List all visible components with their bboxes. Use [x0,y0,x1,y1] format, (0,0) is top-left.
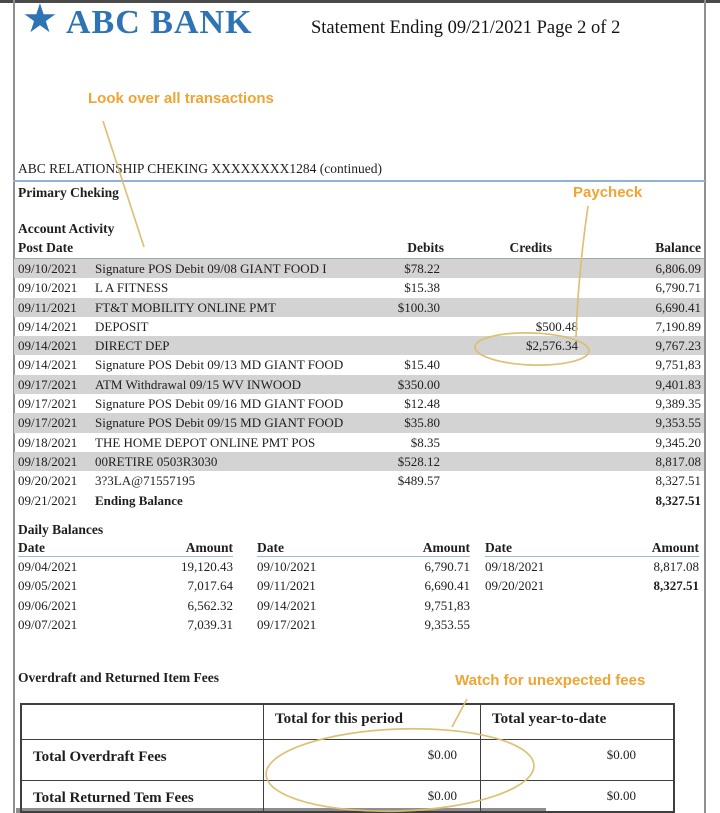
transaction-row [14,336,704,355]
daily-balance-amount: 8,327.51 [653,578,699,594]
transaction-balance: 9,353.55 [655,415,701,431]
daily-balance-row [18,557,233,576]
daily-balance-amount: 7,039.31 [187,616,233,632]
transaction-description: Signature POS Debit 09/15 MD GIANT FOOD [95,415,344,431]
daily-balance-row [18,615,233,634]
daily-balance-row [257,596,470,615]
daily-balance-date-label: Date [485,540,512,555]
daily-balance-amount: 6,562.32 [187,597,233,613]
daily-balance-row [257,557,470,576]
transaction-debit: $35.80 [404,415,440,431]
transaction-date: 09/18/2021 [18,453,78,469]
daily-balance-amount-label: Amount [422,540,470,555]
transaction-description: Signature POS Debit 09/08 GIANT FOOD I [95,261,327,276]
daily-balance-date-label: Date [257,540,284,555]
transaction-credit: $2,576.34 [526,338,578,354]
daily-balance-amount: 6,790.71 [424,559,470,574]
daily-balance-column [485,540,699,596]
fee-column-header-period: Total for this period [263,705,480,739]
transaction-date: 09/21/2021 [18,492,78,508]
transaction-row [14,259,704,278]
transaction-row [14,413,704,432]
transaction-balance: 9,389.35 [655,396,701,412]
transaction-balance: 9,767.23 [655,338,701,354]
transaction-debit: $350.00 [397,376,440,392]
daily-balance-date: 09/10/2021 [257,559,317,574]
annotation-look-over-transactions: Look over all transactions [88,90,274,107]
transaction-balance: 9,401.83 [655,376,701,392]
daily-balance-date: 09/11/2021 [257,578,316,594]
transaction-debit: $528.12 [397,453,440,469]
daily-balance-date: 09/17/2021 [257,616,317,632]
transaction-balance: 9,345.20 [655,434,701,450]
transaction-row [14,355,704,374]
transaction-debit: $12.48 [404,396,440,412]
transaction-description: ATM Withdrawal 09/15 WV INWOOD [95,376,302,392]
daily-balance-amount-label: Amount [185,540,233,555]
column-header-debits: Debits [407,240,444,255]
transaction-balance: 8,327.51 [655,473,701,489]
transaction-row [14,394,704,413]
bank-name: ABC BANK [66,4,253,41]
transaction-date: 09/17/2021 [18,376,78,392]
transaction-date: 09/14/2021 [18,338,78,354]
transaction-debit: $78.22 [404,261,440,276]
transaction-rows [14,259,704,510]
fee-table [20,703,675,813]
transaction-row [14,278,704,297]
transaction-row [14,298,704,317]
daily-balance-amount-label: Amount [651,540,699,555]
account-activity-title: Account Activity [18,221,115,236]
transaction-row [14,471,704,490]
transaction-balance: 6,790.71 [655,280,701,296]
transaction-description: 3?3LA@71557195 [95,473,196,489]
annotation-watch-fees: Watch for unexpected fees [455,672,646,689]
fee-row-label: Total Overdraft Fees [22,739,263,780]
daily-balance-header [485,540,699,557]
daily-balance-date: 09/05/2021 [18,578,78,594]
fee-amount-period: $0.00 [263,739,480,780]
daily-balance-columns [14,540,704,640]
transaction-description: L A FITNESS [95,280,169,296]
transaction-row [14,375,704,394]
transaction-row [14,491,704,510]
daily-balance-date: 09/14/2021 [257,597,317,613]
transaction-debit: $15.40 [404,357,440,373]
account-title: ABC RELATIONSHIP CHEKING XXXXXXXX1284 (continued) [18,161,382,176]
daily-balance-date: 09/06/2021 [18,597,78,613]
daily-balance-amount: 19,120.43 [181,559,233,574]
fee-amount-ytd: $0.00 [480,739,673,780]
daily-balance-row [257,615,470,634]
statement-ending-line: Statement Ending 09/21/2021 Page 2 of 2 [311,18,621,38]
transaction-balance: 8,817.08 [655,453,701,469]
transaction-date: 09/17/2021 [18,396,78,412]
transaction-balance: 6,806.09 [655,261,701,276]
daily-balance-amount: 9,353.55 [424,616,470,632]
fee-amount-ytd: $0.00 [480,780,673,811]
daily-balance-date-label: Date [18,540,45,555]
transaction-date: 09/18/2021 [18,434,78,450]
daily-balance-date: 09/07/2021 [18,616,78,632]
page-right-border [704,0,706,813]
transaction-date: 09/10/2021 [18,280,78,296]
transaction-date: 09/17/2021 [18,415,78,431]
overdraft-fees-title: Overdraft and Returned Item Fees [18,670,219,685]
daily-balance-header [18,540,233,557]
daily-balance-row [257,576,470,595]
transaction-description: Ending Balance [95,492,183,508]
transaction-description: Signature POS Debit 09/16 MD GIANT FOOD [95,396,344,412]
transaction-description: Signature POS Debit 09/13 MD GIANT FOOD [95,357,344,373]
transaction-row [14,317,704,336]
daily-balance-amount: 6,690.41 [424,578,470,594]
daily-balance-date: 09/18/2021 [485,559,545,574]
daily-balance-header [257,540,470,557]
column-header-post-date: Post Date [18,240,74,255]
transaction-date: 09/20/2021 [18,473,78,489]
transaction-debit: $15.38 [404,280,440,296]
column-header-credits: Credits [509,240,552,255]
daily-balance-date: 09/20/2021 [485,578,545,594]
transaction-debit: $100.30 [397,299,440,315]
account-subtitle: Primary Cheking [18,185,119,200]
transaction-balance: 7,190.89 [655,318,701,334]
daily-balance-row [18,596,233,615]
daily-balance-date: 09/04/2021 [18,559,78,574]
transaction-credit: $500.48 [535,318,578,334]
daily-balance-row [485,576,699,595]
daily-balance-amount: 9,751,83 [424,597,470,613]
transaction-description: DEPOSIT [95,318,149,334]
transaction-description: THE HOME DEPOT ONLINE PMT POS [95,434,316,450]
transaction-date: 09/14/2021 [18,318,78,334]
daily-balance-row [18,576,233,595]
transaction-date: 09/11/2021 [18,299,77,315]
transaction-debit: $8.35 [410,434,440,450]
transaction-balance: 8,327.51 [655,492,701,508]
transaction-balance: 9,751,83 [655,357,701,373]
daily-balances-title: Daily Balances [18,522,104,537]
account-title-rule [13,180,705,182]
transaction-debit: $489.57 [397,473,440,489]
daily-balance-column [18,540,233,634]
daily-balance-amount: 8,817.08 [653,559,699,574]
annotation-paycheck: Paycheck [573,184,643,201]
account-activity-header-row [14,240,704,257]
daily-balance-column [257,540,470,634]
transaction-description: FT&T MOBILITY ONLINE PMT [95,299,276,315]
transaction-description: DIRECT DEP [95,338,170,354]
transaction-row [14,452,704,471]
column-header-balance: Balance [655,240,701,255]
transaction-row [14,433,704,452]
fee-row-label: Total Returned Tem Fees [22,780,263,811]
page-top-border [0,0,720,3]
transaction-date: 09/10/2021 [18,261,78,276]
transaction-balance: 6,690.41 [655,299,701,315]
fee-amount-period: $0.00 [263,780,480,811]
fee-column-header-ytd: Total year-to-date [480,705,673,739]
transaction-date: 09/14/2021 [18,357,78,373]
daily-balance-row [485,557,699,576]
daily-balance-amount: 7,017.64 [187,578,233,594]
fee-corner-cell [22,705,263,739]
transaction-description: 00RETIRE 0503R3030 [95,453,218,469]
bank-logo-star-icon: ★ [22,0,58,42]
